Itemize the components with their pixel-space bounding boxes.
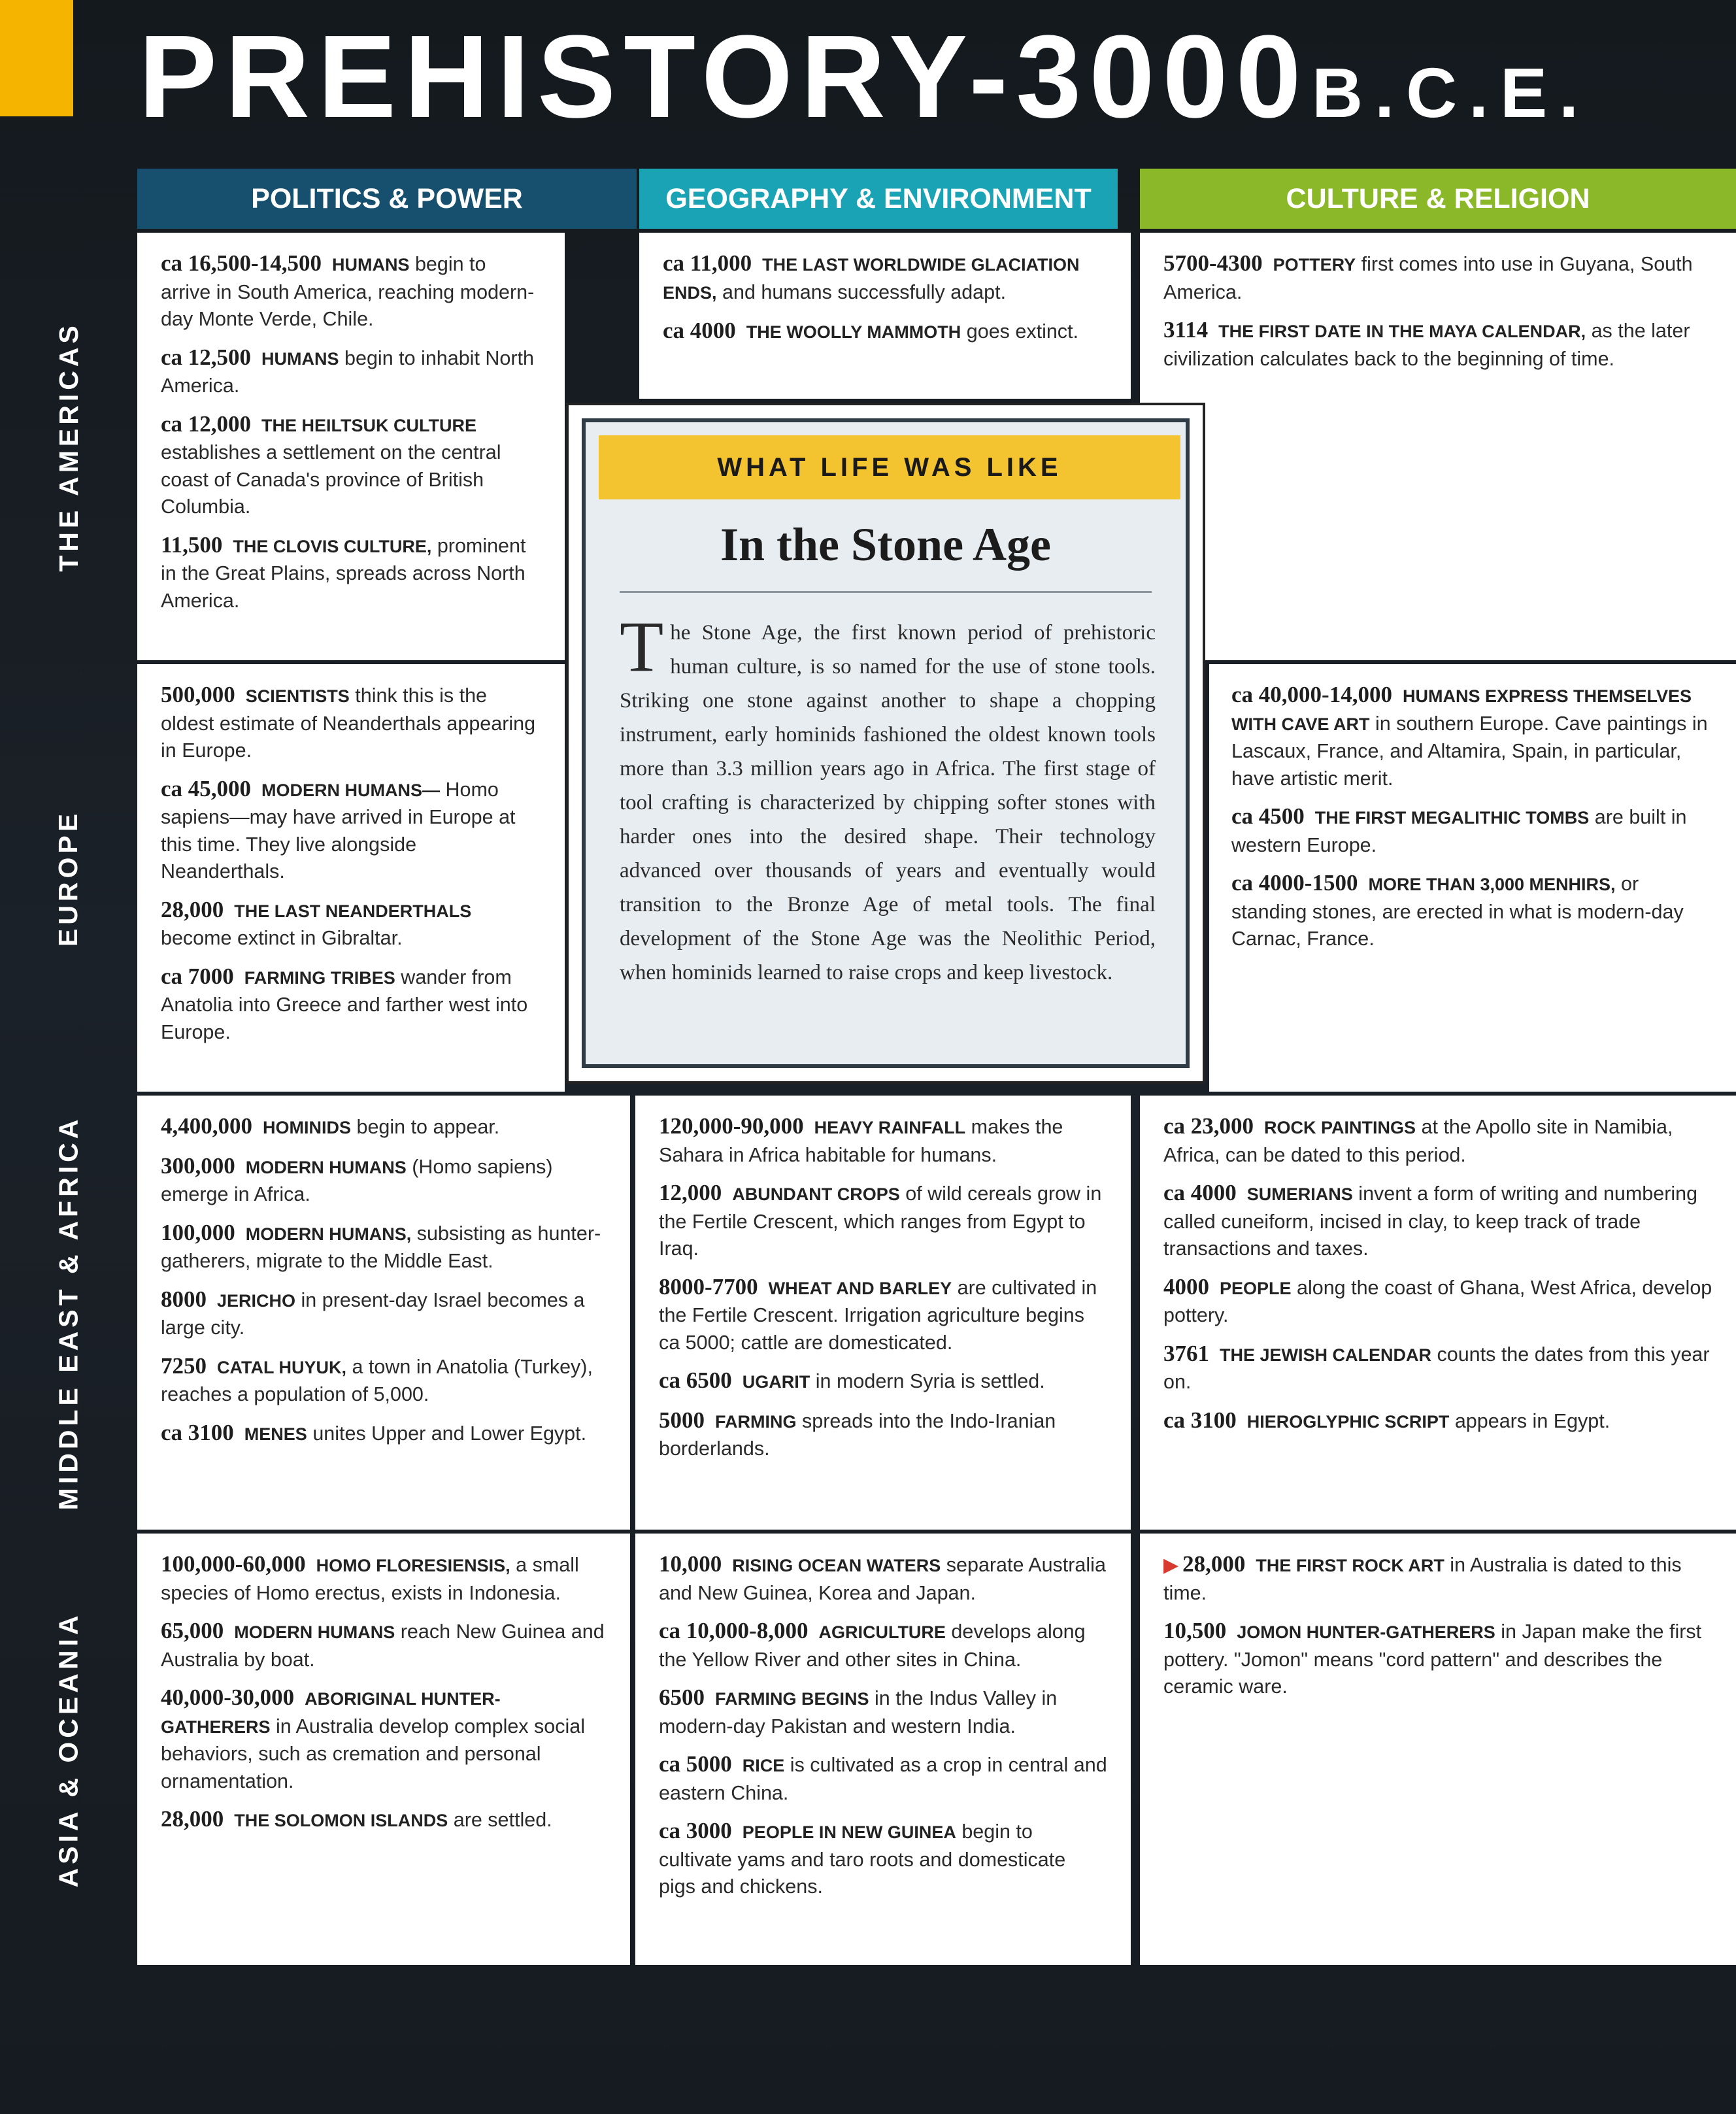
entry-headline: THE HEILTSUK CULTURE — [261, 415, 477, 435]
feature-inner — [582, 418, 1190, 1068]
entry-headline: ROCK PAINTINGS — [1264, 1118, 1416, 1137]
entry-headline: THE FIRST MEGALITHIC TOMBS — [1314, 808, 1590, 828]
timeline-entry — [659, 1817, 1107, 1901]
entry-year: ca 4000 — [1163, 1180, 1237, 1205]
entry-year: ca 11,000 — [663, 250, 752, 276]
entry-year: 300,000 — [161, 1152, 235, 1179]
entry-text: of wild cereals grow in the Fertile Crescent, which ranges from Egypt to Iraq. — [659, 1183, 1102, 1260]
entry-text: establishes a settlement on the central coast of Canada's province of British Columbia. — [161, 441, 501, 518]
timeline-entry — [161, 896, 541, 952]
entry-text: think this is the oldest estimate of Neanderthals appearing in Europe. — [161, 684, 536, 762]
cell-europe-culture — [1209, 664, 1736, 1092]
page-title-suffix: B.C.E. — [1312, 53, 1591, 132]
entry-text: spreads into the Indo-Iranian borderlands. — [659, 1409, 1056, 1460]
timeline-entry — [161, 1219, 607, 1275]
feature-body-text: he Stone Age, the first known period of prehistoric human culture, is so named for the use of stone tools. Striking one stone against another to shape a chopping instrument, early hominids fashioned the oldest known tools more than 3.3 million years ago in Africa. The first stage of tool crafting is characterized by chipping softer stones with harder ones into the desired shape. Their technology advanced over thousands of years and eventually would transition to the Bronze Age of metal tools. The final development of the Stone Age was the Neolithic Period, when hominids learned to raise crops and keep livestock. — [620, 621, 1156, 984]
entry-headline: PEOPLE IN NEW GUINEA — [742, 1822, 956, 1842]
entry-text: and humans successfully adapt. — [722, 280, 1007, 303]
timeline-entry — [663, 317, 1107, 346]
entry-headline: ABUNDANT CROPS — [732, 1184, 900, 1204]
entry-year: 8000-7700 — [659, 1273, 758, 1300]
entry-headline: FARMING TRIBES — [244, 967, 395, 988]
region-label-asia-oceania-text: ASIA & OCEANIA — [53, 1611, 84, 1887]
entry-year: 5700-4300 — [1163, 250, 1263, 276]
page-title-main: PREHISTORY-3000 — [139, 11, 1309, 143]
entry-year: ca 4000-1500 — [1231, 870, 1358, 896]
entry-headline: AGRICULTURE — [818, 1622, 946, 1642]
timeline-entry — [161, 1684, 607, 1795]
entry-year: ca 4000 — [663, 318, 736, 343]
entry-text: begin to appear. — [356, 1116, 500, 1138]
entry-headline: CATAL HUYUK, — [217, 1357, 346, 1377]
timeline-entry — [161, 1805, 607, 1835]
cell-americas-geography — [639, 233, 1131, 399]
entry-text: in Australia develop complex social behaviors, such as cremation and personal ornamentation. — [161, 1715, 586, 1792]
entry-headline: THE WOOLLY MAMMOTH — [746, 322, 961, 342]
entry-headline: FARMING BEGINS — [715, 1689, 869, 1709]
feature-kicker: WHAT LIFE WAS LIKE — [599, 435, 1180, 499]
entry-headline: HIEROGLYPHIC SCRIPT — [1246, 1411, 1450, 1432]
cell-americas-politics — [137, 233, 565, 660]
entry-year: ca 40,000-14,000 — [1231, 682, 1392, 707]
entry-text: first comes into use in Guyana, South America. — [1163, 253, 1693, 303]
entry-year: ca 3100 — [1163, 1407, 1237, 1433]
entry-text: begin to arrive in South America, reaching modern-day Monte Verde, Chile. — [161, 253, 535, 330]
feature-title: In the Stone Age — [720, 518, 1052, 571]
entry-text: begin to inhabit North America. — [161, 346, 534, 397]
entry-year: ca 12,500 — [161, 344, 252, 370]
timeline-entry — [659, 1113, 1107, 1169]
entry-year: 4,400,000 — [161, 1113, 252, 1139]
region-label-americas-text: THE AMERICAS — [53, 321, 84, 572]
region-label-asia-oceania — [0, 1534, 137, 1965]
cell-mea-culture — [1140, 1096, 1736, 1530]
entry-year: ca 3000 — [659, 1818, 732, 1843]
timeline-entry — [1163, 1407, 1712, 1436]
timeline-entry — [161, 531, 541, 615]
entry-headline: MORE THAN 3,000 MENHIRS, — [1368, 875, 1616, 894]
entry-year: ca 4500 — [1231, 803, 1305, 829]
timeline-entry — [161, 250, 541, 333]
entry-year: 28,000 — [1182, 1551, 1246, 1577]
entry-year: 3114 — [1163, 317, 1209, 343]
entry-text: in present-day Israel becomes a large city. — [161, 1288, 585, 1339]
red-arrow-icon: ▶ — [1163, 1554, 1179, 1576]
entry-text: separate Australia and New Guinea, Korea and Japan. — [659, 1554, 1106, 1604]
timeline-entry — [161, 1419, 607, 1449]
entry-year: 11,500 — [161, 531, 223, 558]
timeline-entry — [1163, 1273, 1712, 1330]
timeline-entry — [161, 344, 541, 400]
timeline-entry — [659, 1407, 1107, 1463]
timeline-entry — [659, 1751, 1107, 1807]
feature-box — [566, 403, 1205, 1084]
entry-headline: THE FIRST ROCK ART — [1256, 1556, 1444, 1575]
timeline-entry — [161, 1352, 607, 1409]
column-header-culture: CULTURE & RELIGION — [1140, 169, 1736, 229]
region-label-americas — [0, 233, 137, 660]
cell-asia-politics — [137, 1534, 630, 1965]
entry-headline: RICE — [742, 1756, 785, 1775]
timeline-entry — [1163, 250, 1712, 306]
cell-mea-politics — [137, 1096, 630, 1530]
entry-year: 28,000 — [161, 896, 224, 922]
entry-text: prominent in the Great Plains, spreads across North America. — [161, 534, 526, 612]
timeline-entry — [659, 1367, 1107, 1396]
entry-year: ca 12,000 — [161, 411, 252, 437]
timeline-entry — [659, 1551, 1107, 1607]
entry-headline: MENES — [244, 1424, 307, 1444]
entry-headline: SCIENTISTS — [245, 686, 350, 706]
yellow-corner-tab — [0, 0, 73, 116]
entry-headline: MODERN HUMANS — [245, 1157, 407, 1177]
timeline-entry — [663, 250, 1107, 307]
entry-text: in modern Syria is settled. — [815, 1370, 1045, 1392]
timeline-entry — [659, 1684, 1107, 1740]
timeline-entry — [1163, 1179, 1712, 1263]
entry-headline: ABORIGINAL HUNTER-GATHERERS — [161, 1689, 501, 1737]
timeline-entry — [161, 1551, 607, 1607]
entry-headline: HUMANS — [261, 348, 339, 369]
entry-headline: MODERN HUMANS— — [261, 780, 441, 800]
entry-text: along the coast of Ghana, West Africa, develop pottery. — [1163, 1276, 1712, 1326]
entry-year: ca 10,000-8,000 — [659, 1618, 809, 1643]
entry-text: in Japan make the first pottery. "Jomon" means "cord pattern" and describes the ceramic ware. — [1163, 1620, 1702, 1698]
timeline-entry — [161, 1286, 607, 1342]
entry-headline: SUMERIANS — [1246, 1184, 1353, 1204]
entry-text: are cultivated in the Fertile Crescent. Irrigation agriculture begins ca 5000; cattle are domesticated. — [659, 1276, 1097, 1354]
cell-asia-geography — [635, 1534, 1131, 1965]
entry-text: subsisting as hunter-gatherers, migrate to the Middle East. — [161, 1222, 601, 1272]
entry-text: invent a form of writing and numbering called cuneiform, incised in clay, to keep track of trade transactions and taxes. — [1163, 1183, 1698, 1260]
entry-year: 10,500 — [1163, 1618, 1227, 1643]
entry-year: ca 5000 — [659, 1751, 732, 1777]
entry-headline: WHEAT AND BARLEY — [768, 1278, 952, 1298]
column-header-politics: POLITICS & POWER — [137, 169, 637, 229]
timeline-entry — [1231, 869, 1712, 953]
entry-year: 10,000 — [659, 1551, 722, 1577]
timeline-entry — [161, 681, 541, 765]
entry-headline: MODERN HUMANS — [234, 1622, 395, 1642]
entry-headline: THE FIRST DATE IN THE MAYA CALENDAR, — [1218, 322, 1586, 341]
entry-year: ca 3100 — [161, 1419, 234, 1445]
entry-text: unites Upper and Lower Egypt. — [312, 1422, 587, 1445]
page-title — [139, 11, 1591, 143]
entry-year: 3761 — [1163, 1340, 1209, 1366]
entry-text: at the Apollo site in Namibia, Africa, can be dated to this period. — [1163, 1116, 1673, 1166]
entry-year: 120,000-90,000 — [659, 1113, 804, 1139]
entry-year: 500,000 — [161, 682, 235, 707]
entry-text: in the Indus Valley in modern-day Pakistan and western India. — [659, 1687, 1058, 1737]
entry-year: ca 7000 — [161, 963, 234, 989]
entry-headline: PEOPLE — [1220, 1278, 1292, 1298]
entry-headline: THE LAST WORLDWIDE GLACIATION ENDS, — [663, 255, 1080, 303]
timeline-entry — [1163, 1340, 1712, 1396]
entry-text: goes extinct. — [966, 320, 1079, 343]
entry-text: in southern Europe. Cave paintings in Lascaux, France, and Altamira, Spain, in particular, have artistic merit. — [1231, 712, 1708, 790]
region-label-europe-text: EUROPE — [53, 809, 84, 947]
entry-headline: THE JEWISH CALENDAR — [1220, 1345, 1432, 1365]
timeline-entry — [1163, 1113, 1712, 1169]
entry-year: 100,000 — [161, 1219, 235, 1245]
entry-headline: POTTERY — [1273, 255, 1356, 275]
entry-headline: THE CLOVIS CULTURE, — [233, 536, 432, 556]
timeline-entry — [161, 411, 541, 521]
feature-body — [620, 607, 1156, 990]
region-label-middle-east-africa — [0, 1096, 137, 1530]
entry-text: Homo sapiens—may have arrived in Europe at this time. They live alongside Neanderthals. — [161, 778, 516, 882]
timeline-entry — [1163, 1617, 1712, 1701]
entry-text: (Homo sapiens) emerge in Africa. — [161, 1155, 553, 1205]
entry-year: 28,000 — [161, 1806, 224, 1832]
region-label-middle-east-africa-text: MIDDLE EAST & AFRICA — [53, 1115, 84, 1510]
entry-text: is cultivated as a crop in central and eastern China. — [659, 1754, 1107, 1804]
entry-year: 12,000 — [659, 1180, 722, 1205]
entry-text: appears in Egypt. — [1454, 1409, 1611, 1432]
entry-year: 7250 — [161, 1352, 207, 1379]
entry-text: makes the Sahara in Africa habitable for humans. — [659, 1116, 1063, 1166]
entry-year: 6500 — [659, 1685, 705, 1710]
entry-headline: HOMINIDS — [263, 1118, 351, 1137]
feature-dropcap: T — [620, 607, 664, 686]
column-header-geography: GEOGRAPHY & ENVIRONMENT — [639, 169, 1118, 229]
entry-text: a small species of Homo erectus, exists in Indonesia. — [161, 1554, 579, 1604]
entry-text: or standing stones, are erected in what is modern-day Carnac, France. — [1231, 873, 1684, 950]
entry-year: ca 23,000 — [1163, 1113, 1254, 1139]
timeline-entry — [161, 775, 541, 886]
entry-headline: UGARIT — [742, 1372, 810, 1392]
cell-mea-geography — [635, 1096, 1131, 1530]
timeline-entry — [659, 1273, 1107, 1357]
cell-asia-culture — [1140, 1534, 1736, 1965]
timeline-entry — [659, 1179, 1107, 1263]
entry-headline: HEAVY RAINFALL — [814, 1118, 966, 1137]
entry-headline: THE SOLOMON ISLANDS — [234, 1811, 448, 1830]
entry-text: as the later civilization calculates back to the beginning of time. — [1163, 320, 1690, 370]
entry-year: ca 16,500-14,500 — [161, 250, 322, 276]
entry-text: begin to cultivate yams and taro roots and domesticate pigs and chickens. — [659, 1820, 1066, 1898]
timeline-entry — [161, 1617, 607, 1673]
region-label-europe — [0, 664, 137, 1092]
timeline-entry — [659, 1617, 1107, 1673]
entry-text: develops along the Yellow River and other sites in China. — [659, 1620, 1086, 1671]
entry-text: are settled. — [453, 1809, 552, 1831]
entry-headline: HOMO FLORESIENSIS, — [316, 1556, 510, 1575]
entry-headline: THE LAST NEANDERTHALS — [234, 901, 472, 921]
cell-europe-politics — [137, 664, 565, 1092]
entry-year: 5000 — [659, 1407, 705, 1433]
cell-americas-culture — [1140, 233, 1736, 660]
entry-year: ca 45,000 — [161, 775, 252, 801]
entry-text: a town in Anatolia (Turkey), reaches a population of 5,000. — [161, 1355, 593, 1405]
entry-text: in Australia is dated to this time. — [1163, 1554, 1682, 1604]
entry-headline: HUMANS — [331, 255, 410, 275]
timeline-entry — [161, 1113, 607, 1142]
entry-text: become extinct in Gibraltar. — [161, 927, 403, 949]
entry-headline: MODERN HUMANS, — [245, 1224, 412, 1244]
timeline-entry — [1163, 316, 1712, 373]
entry-headline: FARMING — [715, 1411, 797, 1432]
entry-headline: JERICHO — [217, 1290, 296, 1311]
entry-year: 65,000 — [161, 1618, 224, 1643]
entry-headline: RISING OCEAN WATERS — [732, 1556, 941, 1575]
entry-year: 4000 — [1163, 1273, 1209, 1300]
entry-headline: HUMANS EXPRESS THEMSELVES WITH CAVE ART — [1231, 686, 1692, 734]
entry-text: wander from Anatolia into Greece and farther west into Europe. — [161, 965, 528, 1043]
timeline-entry — [1163, 1551, 1712, 1607]
entry-year: 100,000-60,000 — [161, 1551, 306, 1577]
timeline-entry — [161, 1152, 607, 1209]
entry-text: reach New Guinea and Australia by boat. — [161, 1620, 605, 1671]
timeline-entry — [161, 963, 541, 1047]
entry-text: are built in western Europe. — [1231, 806, 1687, 856]
entry-year: ca 6500 — [659, 1367, 732, 1393]
entry-text: counts the dates from this year on. — [1163, 1343, 1710, 1393]
timeline-entry — [1231, 681, 1712, 792]
entry-headline: JOMON HUNTER-GATHERERS — [1237, 1622, 1495, 1642]
timeline-entry — [1231, 803, 1712, 859]
entry-year: 8000 — [161, 1286, 207, 1312]
feature-divider — [620, 591, 1152, 593]
entry-year: 40,000-30,000 — [161, 1685, 295, 1710]
